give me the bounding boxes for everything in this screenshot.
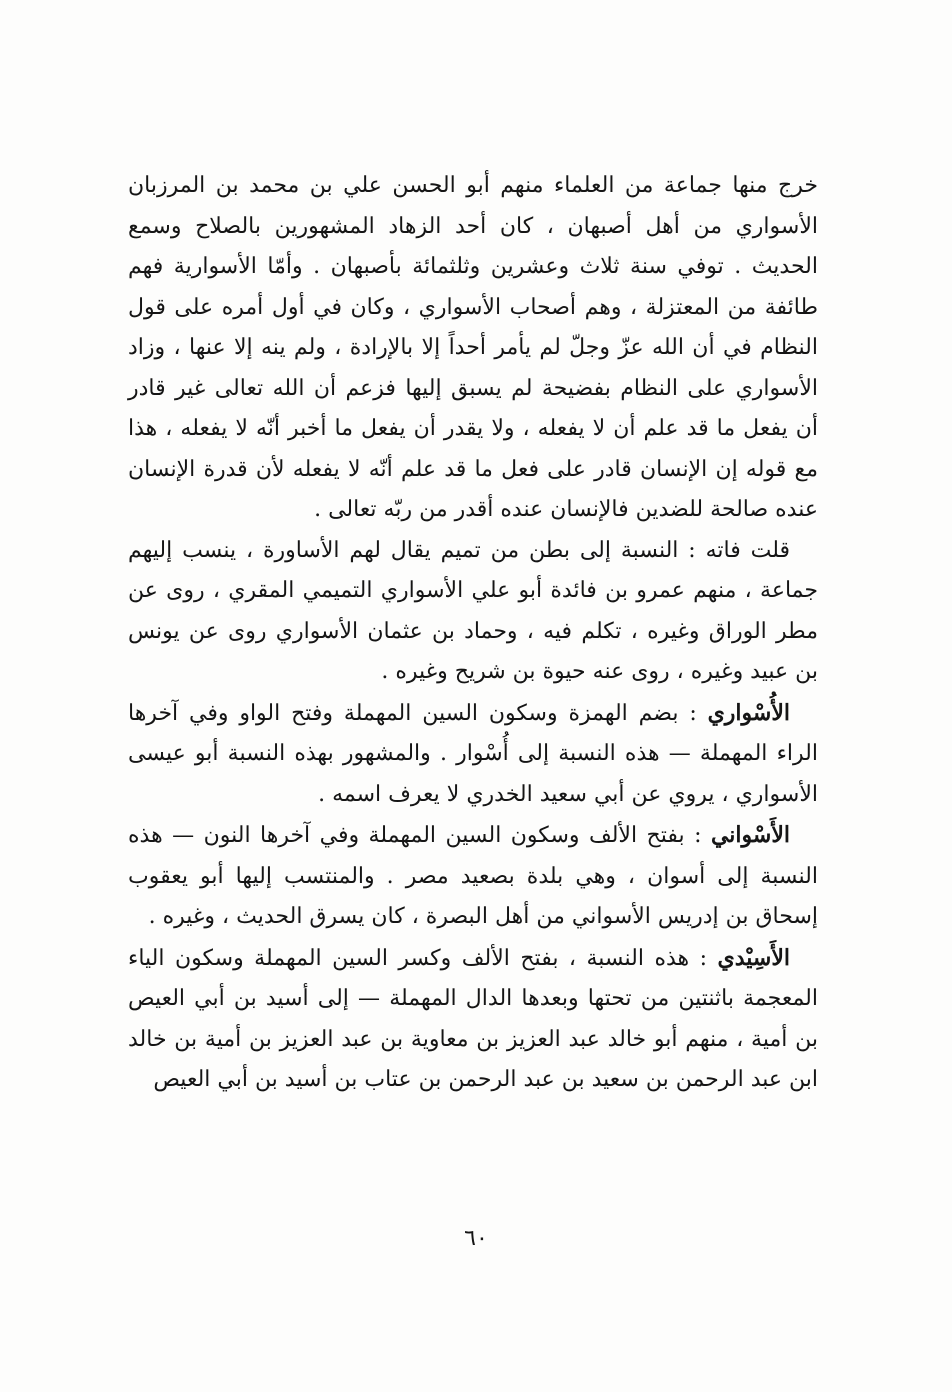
entry-heading: الأَسِيْدي (717, 944, 790, 971)
entry-aswari (128, 693, 818, 816)
entry-aswani (128, 815, 818, 938)
page-number: ٦٠ (464, 1226, 488, 1251)
entry-body: : هذه النسبة ، بفتح الألف وكسر السين المهملة وسكون الياء المعجمة باثنتين من تحتها وبعدها الدال المهملة — إلى أسيد بن أبي العيص بن أمية ، منهم أبو خالد عبد العزيز بن معاوية بن عبد العزيز بن أمية بن خالد ابن عبد الرحمن بن سعيد بن عبد الرحمن بن عتاب بن أسيد بن أبي العيص (128, 945, 818, 1092)
entry-heading: الأَسْواني (710, 822, 790, 848)
paragraph-addendum: قلت فاته : النسبة إلى بطن من تميم يقال لهم الأساورة ، ينسب إليهم جماعة ، منهم عمرو بن فائدة أبو علي الأسواري التميمي المقري ، روى عن مطر الوراق وغيره ، تكلم فيه ، وحماد بن عثمان الأسواري روى عن يونس بن عبيد وغيره ، روى عنه حيوة بن شريح وغيره . (128, 537, 818, 684)
entry-asidi (128, 938, 818, 1101)
entry-heading: الأُسْواري (707, 699, 790, 726)
entry-body: : بفتح الألف وسكون السين المهملة وفي آخرها النون — هذه النسبة إلى أسوان ، وهي بلدة بصعيد مصر . والمنتسب إليها أبو يعقوب إسحاق بن إدريس الأسواني من أهل البصرة ، كان يسرق الحديث ، وغيره . (128, 823, 818, 929)
main-text-block (128, 166, 818, 1101)
entry-body: : بضم الهمزة وسكون السين المهملة وفتح الواو وفي آخرها الراء المهملة — هذه النسبة إلى أُسْوار . والمشهور بهذه النسبة أبو عيسى الأسواري ، يروي عن أبي سعيد الخدري لا يعرف اسمه . (128, 700, 818, 807)
paragraph-asawira: خرج منها جماعة من العلماء منهم أبو الحسن علي بن محمد بن المرزبان الأسواري من أهل أصبهان ، كان أحد الزهاد المشهورين بالصلاح وسمع الحديث . توفي سنة ثلاث وعشرين وثلثمائة بأصبهان . وأمّا الأسوارية فهم طائفة من المعتزلة ، وهم أصحاب الأسواري ، وكان في أول أمره على قول النظام في أن الله عزّ وجلّ لم يأمر أحداً إلا بالإرادة ، ولم ينه إلا عنها ، وزاد الأسواري على النظام بفضيحة لم يسبق إليها فزعم أن الله تعالى غير قادر أن يفعل ما قد علم أن لا يفعله ، ولا يقدر أن يفعل ما أخبر أنّه لا يفعله ، هذا مع قوله إن الإنسان قادر على فعل ما قد علم أنّه لا يفعله لأن قدرة الإنسان عنده صالحة للضدين فالإنسان عنده أقدر من ربّه تعالى . (128, 173, 818, 522)
